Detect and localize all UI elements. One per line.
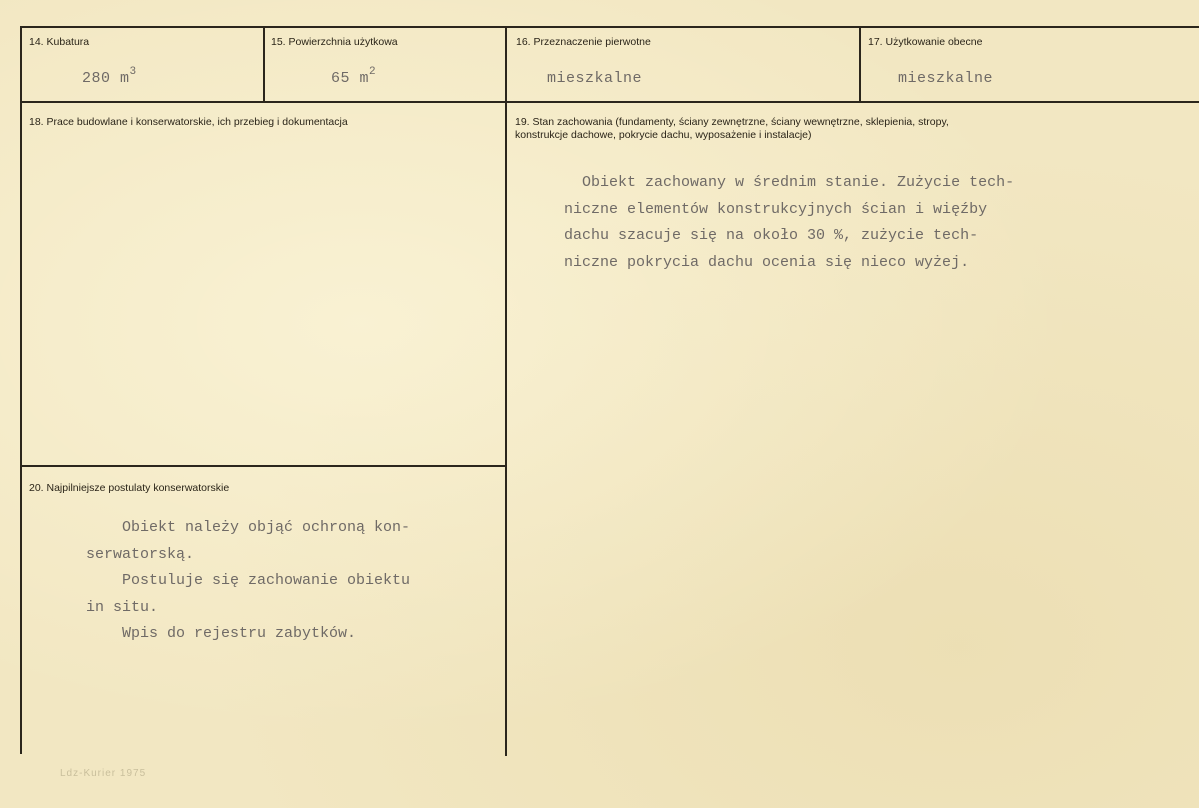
- field-16-value: mieszkalne: [547, 70, 643, 87]
- field-20-text: [86, 515, 410, 648]
- col-divider-3: [859, 26, 861, 102]
- field-14-value: [82, 68, 137, 87]
- print-imprint: Ldz-Kurier 1975: [60, 768, 147, 779]
- col-divider-2: [505, 26, 507, 756]
- field-19-line: dachu szacuje się na około 30 %, zużycie tech-: [564, 227, 979, 244]
- left-border: [20, 26, 22, 754]
- col-divider-1: [263, 26, 265, 102]
- field-20-label: 20. Najpilniejsze postulaty konserwatorskie: [29, 482, 230, 494]
- row-divider-1: [20, 101, 1199, 103]
- field-19-line: niczne elementów konstrukcyjnych ścian i więźby: [564, 200, 988, 218]
- field-17-value: mieszkalne: [898, 70, 994, 87]
- field-19-line: Obiekt zachowany w średnim stanie. Zużycie tech-: [564, 174, 1015, 191]
- field-20-line: Wpis do rejestru zabytków.: [86, 625, 357, 642]
- field-20-line: serwatorską.: [86, 545, 195, 563]
- field-20-line: Postuluje się zachowanie obiektu: [86, 572, 411, 589]
- field-19-line: niczne pokrycia dachu ocenia się nieco wyżej.: [564, 253, 970, 271]
- field-14-label: 14. Kubatura: [29, 36, 90, 48]
- field-14-unit-exponent: 3: [129, 66, 137, 78]
- field-20-line: Obiekt należy objąć ochroną kon-: [86, 519, 411, 536]
- field-15-value: [331, 68, 376, 87]
- row-divider-2: [20, 465, 506, 467]
- field-15-value-text: 65 m: [331, 70, 370, 87]
- field-15-unit-exponent: 2: [369, 66, 377, 78]
- field-16-label: 16. Przeznaczenie pierwotne: [516, 36, 651, 48]
- field-19-label-line-2: konstrukcje dachowe, pokrycie dachu, wyposażenie i instalacje): [515, 129, 812, 141]
- field-15-label: 15. Powierzchnia użytkowa: [271, 36, 398, 48]
- field-14-value-text: 280 m: [82, 70, 130, 87]
- field-18-label: 18. Prace budowlane i konserwatorskie, ich przebieg i dokumentacja: [29, 116, 348, 128]
- field-19-label-line-1: 19. Stan zachowania (fundamenty, ściany zewnętrzne, ściany wewnętrzne, sklepienia, stropy,: [515, 116, 949, 128]
- top-border: [20, 26, 1199, 28]
- field-19-text: [564, 170, 1014, 276]
- field-17-label: 17. Użytkowanie obecne: [868, 36, 983, 48]
- field-20-line: in situ.: [86, 598, 159, 616]
